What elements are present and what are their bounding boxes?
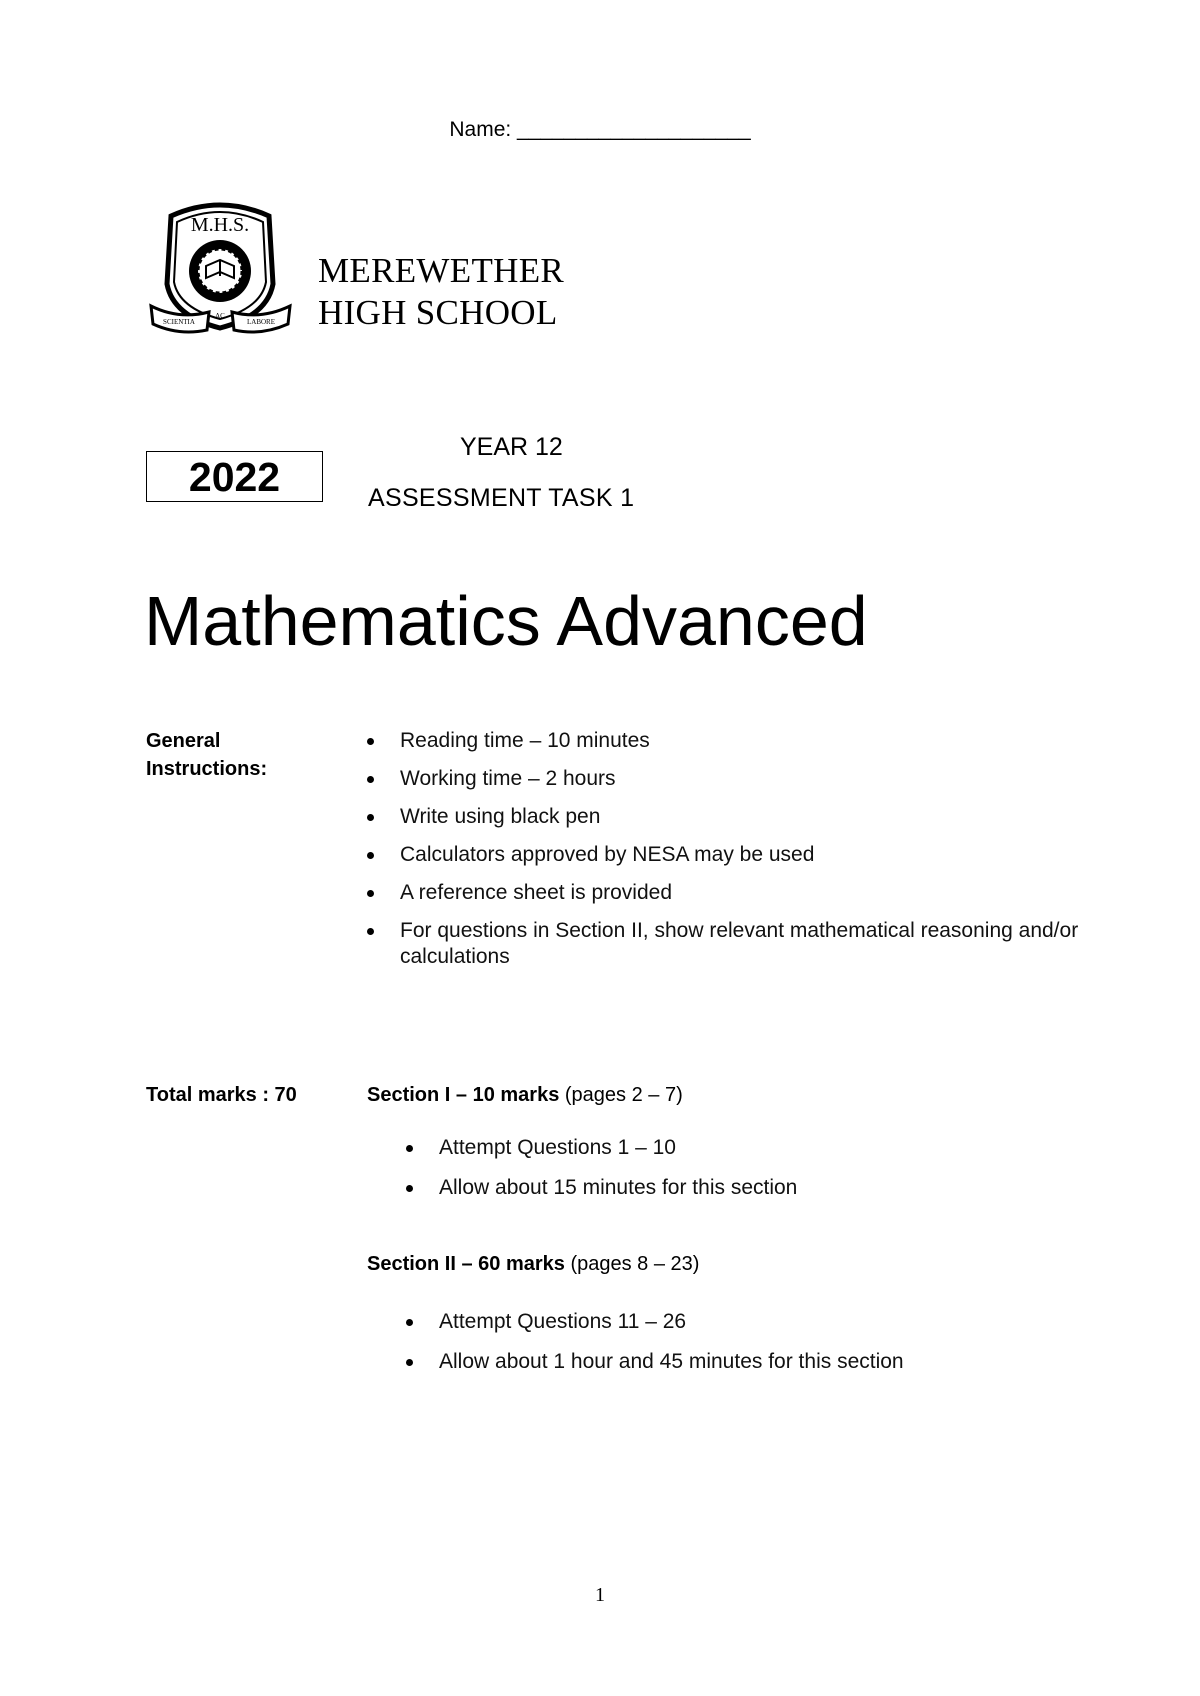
list-item: Working time – 2 hours — [400, 766, 1080, 792]
school-crest-logo — [149, 196, 292, 338]
section-1-heading — [367, 1084, 683, 1107]
bullet-icon — [367, 814, 374, 821]
name-field-line: Name: ____________________ — [449, 118, 751, 141]
list-item: For questions in Section II, show relevant mathematical reasoning and/or calculations — [400, 918, 1080, 970]
bullet-icon — [367, 928, 374, 935]
section-2-heading — [367, 1253, 699, 1276]
list-item: Attempt Questions 1 – 10 — [439, 1135, 797, 1161]
list-item: Allow about 1 hour and 45 minutes for this section — [439, 1349, 904, 1375]
list-item: Attempt Questions 11 – 26 — [439, 1309, 904, 1335]
bullet-icon — [367, 852, 374, 859]
list-item: Allow about 15 minutes for this section — [439, 1175, 797, 1201]
section-1-pages: (pages 2 – 7) — [564, 1084, 683, 1106]
bullet-icon — [406, 1185, 413, 1192]
bullet-icon — [406, 1359, 413, 1366]
crest-text: M.H.S. — [190, 214, 250, 236]
school-name-line1: MEREWETHER — [318, 251, 565, 290]
list-item: Reading time – 10 minutes — [400, 728, 1080, 754]
section-1-list — [439, 1135, 797, 1215]
bullet-icon — [367, 738, 374, 745]
bullet-icon — [406, 1319, 413, 1326]
general-instructions-label: General Instructions: — [146, 730, 268, 780]
bullet-icon — [367, 776, 374, 783]
general-instructions-list — [400, 728, 1080, 982]
section-2-list — [439, 1309, 904, 1389]
list-item: A reference sheet is provided — [400, 880, 1080, 906]
assessment-task-label: ASSESSMENT TASK 1 — [368, 484, 635, 512]
section-2-pages: (pages 8 – 23) — [570, 1253, 700, 1275]
bullet-icon — [406, 1145, 413, 1152]
exam-year-box: 2022 — [146, 451, 323, 502]
list-item: Calculators approved by NESA may be used — [400, 842, 1080, 868]
crest-motto-2: AC — [215, 312, 225, 320]
list-item: Write using black pen — [400, 804, 1080, 830]
grade-label: YEAR 12 — [460, 433, 563, 461]
bullet-icon — [367, 890, 374, 897]
school-name-line2: HIGH SCHOOL — [318, 293, 558, 332]
school-name — [318, 250, 564, 334]
section-2-title: Section II – 60 marks — [367, 1253, 565, 1275]
subject-title: Mathematics Advanced — [144, 582, 868, 660]
crest-motto-1: SCIENTIA — [163, 318, 195, 326]
crest-motto-3: LABORE — [247, 318, 275, 326]
total-marks-label: Total marks : 70 — [146, 1084, 297, 1106]
page-number: 1 — [595, 1584, 605, 1606]
section-1-title: Section I – 10 marks — [367, 1084, 560, 1106]
